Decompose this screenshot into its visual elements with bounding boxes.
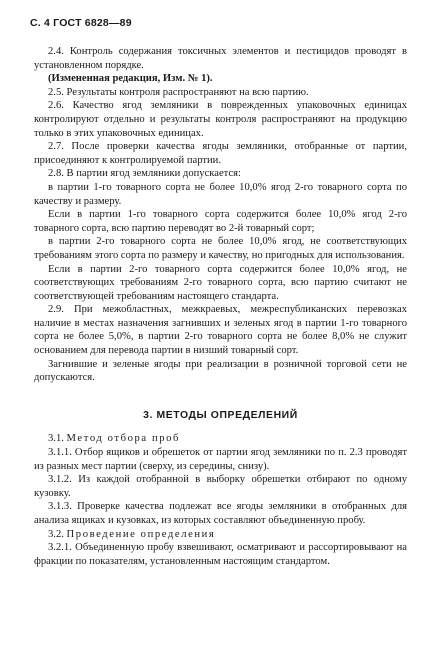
amendment-note: (Измененная редакция, Изм. № 1). bbox=[48, 73, 213, 85]
paragraph-2-8: 2.8. В партии ягод земляники допускается: bbox=[48, 168, 241, 180]
subsection-3-2-title bbox=[34, 528, 407, 542]
section-heading: 3. МЕТОДЫ ОПРЕДЕЛЕНИЙ bbox=[143, 409, 298, 421]
paragraph-2-9: 2.9. При межобластных, межкраевых, межреспубликанских перевозках наличие в местах назначения загнивших и зеленых ягод в партии 1-го товарного сорта не более 5,0%, в партии 2-го товарного сорта не более 8,0% не служит основанием для перевода партии в низший товарный сорт. bbox=[34, 304, 407, 357]
subsection-3-2-label: Проведение определения bbox=[66, 528, 216, 540]
document-body bbox=[34, 45, 407, 568]
subsection-3-1-label: Метод отбора проб bbox=[66, 433, 181, 445]
paragraph-2-4: 2.4. Контроль содержания токсичных элементов и пестицидов проводят в установленном порядке. bbox=[34, 46, 407, 71]
paragraph-2-8-a: в партии 1-го товарного сорта не более 10,0% ягод 2-го товарного сорта по качеству и размеру. bbox=[34, 181, 407, 207]
subsection-3-1-title bbox=[34, 432, 407, 446]
page-header: С. 4 ГОСТ 6828—89 bbox=[30, 17, 132, 29]
paragraph-3-2-1: 3.2.1. Объединенную пробу взвешивают, осматривают и рассортировывают на фракции по показателям, установленным настоящим стандартом. bbox=[34, 542, 407, 567]
paragraph-2-7: 2.7. После проверки качества ягоды земляники, отобранные от партии, присоединяют к контролируемой партии. bbox=[34, 141, 407, 166]
paragraph-3-1-2: 3.1.2. Из каждой отобранной в выборку обрешетки отбирают по одному кузовку. bbox=[34, 474, 407, 499]
paragraph-2-8-b: Если в партии 1-го товарного сорта содержится более 10,0% ягод 2-го товарного сорта, всю партию переводят во 2-й товарный сорт; bbox=[34, 209, 407, 234]
paragraph-3-1-1: 3.1.1. Отбор ящиков и обрешеток от партии ягод земляники по п. 2.3 проводят из разных мест партии (сверху, из середины, снизу). bbox=[34, 447, 407, 472]
paragraph-2-5: 2.5. Результаты контроля распространяют на всю партию. bbox=[48, 86, 309, 98]
paragraph-2-6: 2.6. Качество ягод земляники в поврежденных упаковочных единицах контролируют отдельно и результаты контроля распространяют на продукцию только в этих упаковочных единицах. bbox=[34, 100, 407, 139]
paragraph-2-8-c: в партии 2-го товарного сорта не более 10,0% ягод, не соответствующих требованиям этого сорта по размеру и качеству, но пригодных для использования. bbox=[34, 236, 407, 261]
subsection-3-2-number: 3.2. bbox=[48, 528, 64, 540]
paragraph-3-1-3: 3.1.3. Проверке качества подлежат все ягоды земляники в отобранных для анализа ящиках и кузовках, из которых составляют объединенную пробу. bbox=[34, 501, 407, 526]
subsection-3-1-number: 3.1. bbox=[48, 433, 64, 445]
paragraph-2-8-d: Если в партии 2-го товарного сорта содержится более 10,0% ягод, не соответствующих требованиям 2-го товарного сорта, всю партию считают не соответствующей требованиям настоящего стандарта. bbox=[34, 263, 407, 302]
paragraph-2-9-b: Загнившие и зеленые ягоды при реализации в розничной торговой сети не допускаются. bbox=[34, 358, 407, 384]
